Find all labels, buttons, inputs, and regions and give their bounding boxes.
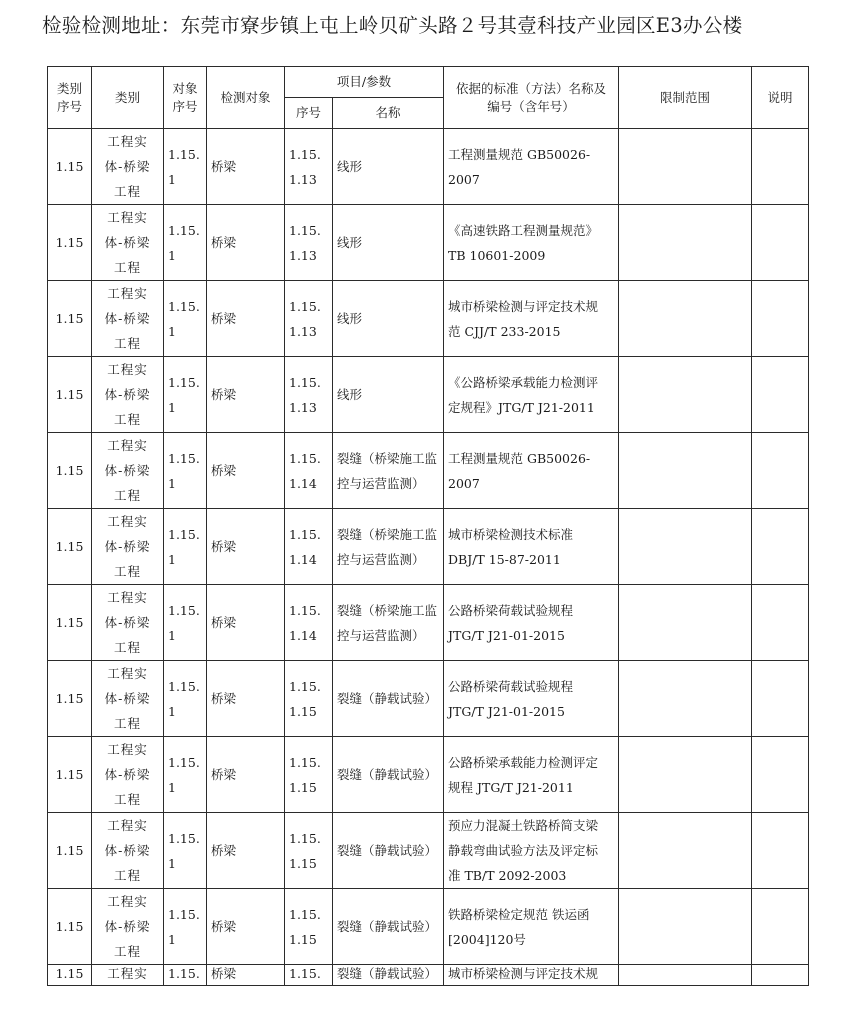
table-row: [48, 661, 809, 737]
cell-object: 桥梁: [207, 661, 285, 737]
cell-category: 工程实 体-桥梁 工程: [92, 129, 164, 205]
cell-object-no: 1.15. 1: [164, 813, 207, 889]
cell-item-no: 1.15. 1.13: [285, 281, 333, 357]
cell-object: 桥梁: [207, 585, 285, 661]
header-category: 类别: [92, 67, 164, 129]
table-row: [48, 813, 809, 889]
cell-category-no: 1.15: [48, 661, 92, 737]
cell-object: 桥梁: [207, 433, 285, 509]
cell-object-no: 1.15. 1: [164, 661, 207, 737]
cell-category-no: 1.15: [48, 965, 92, 986]
cell-object-no: 1.15. 1: [164, 281, 207, 357]
cell-category: 工程实 体-桥梁 工程: [92, 585, 164, 661]
cell-category: 工程实 体-桥梁 工程: [92, 281, 164, 357]
cell-object-no: 1.15.: [164, 965, 207, 986]
header-standard: 依据的标准（方法）名称及 编号（含年号）: [444, 67, 619, 129]
cell-object-no: 1.15. 1: [164, 433, 207, 509]
cell-category-no: 1.15: [48, 433, 92, 509]
cell-item-name: 裂缝（桥梁施工监 控与运营监测）: [333, 433, 444, 509]
cell-category-no: 1.15: [48, 509, 92, 585]
cell-limit: [619, 281, 752, 357]
cell-category-no: 1.15: [48, 281, 92, 357]
header-limit: 限制范围: [619, 67, 752, 129]
cell-item-name: 线形: [333, 357, 444, 433]
cell-category-no: 1.15: [48, 737, 92, 813]
cell-limit: [619, 889, 752, 965]
cell-note: [752, 889, 809, 965]
cell-item-name: 线形: [333, 281, 444, 357]
cell-limit: [619, 965, 752, 986]
cell-object: 桥梁: [207, 129, 285, 205]
table-row: [48, 433, 809, 509]
cell-object-no: 1.15. 1: [164, 357, 207, 433]
cell-category: 工程实 体-桥梁 工程: [92, 509, 164, 585]
cell-standard: 《高速铁路工程测量规范》 TB 10601-2009: [444, 205, 619, 281]
cell-note: [752, 433, 809, 509]
cell-item-no: 1.15. 1.15: [285, 813, 333, 889]
cell-item-no: 1.15. 1.14: [285, 433, 333, 509]
cell-item-name: 裂缝（静载试验）: [333, 661, 444, 737]
cell-object-no: 1.15. 1: [164, 585, 207, 661]
cell-object-no: 1.15. 1: [164, 509, 207, 585]
table-row: [48, 205, 809, 281]
cell-limit: [619, 433, 752, 509]
cell-item-no: 1.15. 1.14: [285, 585, 333, 661]
cell-note: [752, 357, 809, 433]
cell-item-no: 1.15. 1.13: [285, 129, 333, 205]
cell-item-name: 裂缝（静载试验）: [333, 737, 444, 813]
cell-category-no: 1.15: [48, 585, 92, 661]
table-row: [48, 357, 809, 433]
cell-limit: [619, 205, 752, 281]
header-object: 检测对象: [207, 67, 285, 129]
cell-object: 桥梁: [207, 965, 285, 986]
cell-object: 桥梁: [207, 889, 285, 965]
cell-object: 桥梁: [207, 737, 285, 813]
header-object-no: 对象 序号: [164, 67, 207, 129]
table-row: [48, 889, 809, 965]
cell-category-no: 1.15: [48, 889, 92, 965]
cell-object: 桥梁: [207, 281, 285, 357]
cell-category: 工程实 体-桥梁 工程: [92, 357, 164, 433]
cell-limit: [619, 585, 752, 661]
scope-table: [47, 66, 809, 986]
cell-standard: 铁路桥梁检定规范 铁运函 [2004]120号: [444, 889, 619, 965]
cell-object-no: 1.15. 1: [164, 205, 207, 281]
cell-object: 桥梁: [207, 357, 285, 433]
inspection-address: 检验检测地址：东莞市寮步镇上屯上岭贝矿头路２号其壹科技产业园区E3办公楼: [42, 14, 743, 37]
cell-object: 桥梁: [207, 813, 285, 889]
cell-item-no: 1.15. 1.15: [285, 737, 333, 813]
cell-standard: 工程测量规范 GB50026-2007: [444, 129, 619, 205]
cell-note: [752, 737, 809, 813]
cell-category: 工程实 体-桥梁 工程: [92, 889, 164, 965]
cell-object-no: 1.15. 1: [164, 737, 207, 813]
table-row: [48, 585, 809, 661]
cell-note: [752, 965, 809, 986]
cell-item-no: 1.15. 1.15: [285, 661, 333, 737]
cell-item-no: 1.15. 1.13: [285, 205, 333, 281]
cell-category: 工程实 体-桥梁 工程: [92, 661, 164, 737]
header-item-param: 项目/参数: [285, 67, 444, 98]
cell-object: 桥梁: [207, 205, 285, 281]
cell-category-no: 1.15: [48, 813, 92, 889]
cell-item-name: 裂缝（静载试验）: [333, 889, 444, 965]
cell-category: 工程实 体-桥梁 工程: [92, 737, 164, 813]
cell-object-no: 1.15. 1: [164, 129, 207, 205]
cell-category: 工程实: [92, 965, 164, 986]
cell-standard: 城市桥梁检测与评定技术规 范 CJJ/T 233-2015: [444, 281, 619, 357]
cell-note: [752, 129, 809, 205]
cell-note: [752, 585, 809, 661]
cell-standard: 公路桥梁荷载试验规程 JTG/T J21-01-2015: [444, 585, 619, 661]
cell-item-name: 线形: [333, 205, 444, 281]
cell-object-no: 1.15. 1: [164, 889, 207, 965]
cell-standard: 预应力混凝土铁路桥简支梁 静载弯曲试验方法及评定标 准 TB/T 2092-2003: [444, 813, 619, 889]
cell-note: [752, 661, 809, 737]
cell-category: 工程实 体-桥梁 工程: [92, 813, 164, 889]
cell-item-no: 1.15. 1.13: [285, 357, 333, 433]
cell-limit: [619, 813, 752, 889]
cell-standard: 城市桥梁检测技术标准 DBJ/T 15-87-2011: [444, 509, 619, 585]
cell-item-name: 裂缝（桥梁施工监 控与运营监测）: [333, 585, 444, 661]
cell-note: [752, 813, 809, 889]
cell-standard: 工程测量规范 GB50026-2007: [444, 433, 619, 509]
cell-limit: [619, 737, 752, 813]
table-row: [48, 509, 809, 585]
cell-note: [752, 509, 809, 585]
header-note: 说明: [752, 67, 809, 129]
cell-limit: [619, 129, 752, 205]
cell-limit: [619, 357, 752, 433]
cell-item-no: 1.15.: [285, 965, 333, 986]
cell-item-no: 1.15. 1.14: [285, 509, 333, 585]
table-row: [48, 281, 809, 357]
table-row: [48, 737, 809, 813]
table-row: [48, 129, 809, 205]
cell-standard: 公路桥梁承载能力检测评定 规程 JTG/T J21-2011: [444, 737, 619, 813]
cell-category-no: 1.15: [48, 129, 92, 205]
cell-limit: [619, 661, 752, 737]
table-row-partial: [48, 965, 809, 986]
cell-item-name: 裂缝（静载试验）: [333, 813, 444, 889]
cell-item-name: 裂缝（静载试验）: [333, 965, 444, 986]
cell-limit: [619, 509, 752, 585]
header-item-no: 序号: [285, 98, 333, 129]
cell-note: [752, 281, 809, 357]
cell-standard: 《公路桥梁承载能力检测评 定规程》JTG/T J21-2011: [444, 357, 619, 433]
cell-category: 工程实 体-桥梁 工程: [92, 433, 164, 509]
cell-item-no: 1.15. 1.15: [285, 889, 333, 965]
cell-note: [752, 205, 809, 281]
cell-standard: 公路桥梁荷载试验规程 JTG/T J21-01-2015: [444, 661, 619, 737]
cell-category-no: 1.15: [48, 357, 92, 433]
cell-category: 工程实 体-桥梁 工程: [92, 205, 164, 281]
cell-item-name: 线形: [333, 129, 444, 205]
header-item-name: 名称: [333, 98, 444, 129]
cell-standard: 城市桥梁检测与评定技术规: [444, 965, 619, 986]
cell-object: 桥梁: [207, 509, 285, 585]
header-category-no: 类别 序号: [48, 67, 92, 129]
cell-category-no: 1.15: [48, 205, 92, 281]
cell-item-name: 裂缝（桥梁施工监 控与运营监测）: [333, 509, 444, 585]
